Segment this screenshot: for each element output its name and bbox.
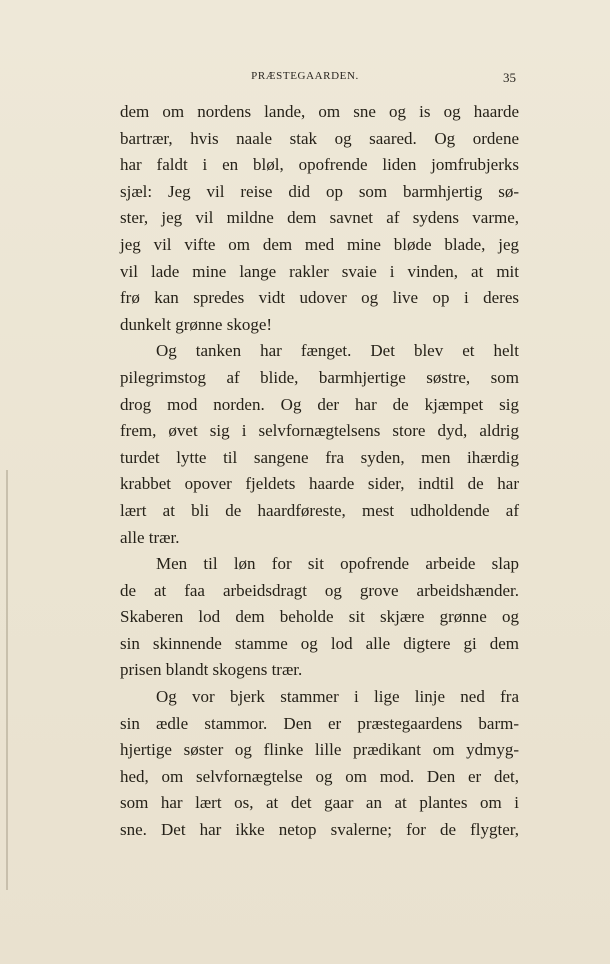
text-line: som har lært os, at det gaar an at plantes om i: [120, 793, 519, 813]
text-line: drog mod norden. Og der har de kjæmpet sig: [120, 394, 519, 414]
text-line: Og tanken har fænget. Det blev et helt: [156, 341, 519, 361]
text-line: sin ædle stammor. Den er præstegaardens barm-: [120, 713, 519, 733]
text-line: jeg vil vifte om dem med mine bløde blade, jeg: [120, 234, 519, 254]
text-line: turdet lytte til sangene fra syden, men ihærdig: [120, 447, 519, 467]
text-line: hed, om selvfornægtelse og om mod. Den er det,: [120, 766, 519, 786]
text-line: alle trær.: [120, 527, 180, 547]
running-head: PRÆSTEGAARDEN.: [251, 70, 359, 82]
text-line: dem om nordens lande, om sne og is og haarde: [120, 102, 519, 121]
text-line: ster, jeg vil mildne dem savnet af sydens varme,: [120, 208, 519, 228]
margin-mark: [6, 470, 8, 890]
page-number: 35: [503, 70, 516, 85]
text-line: sjæl: Jeg vil reise did op som barmhjertig sø-: [120, 181, 519, 201]
text-line: bartrær, hvis naale stak og saared. Og ordene: [120, 128, 519, 148]
text-line: Skaberen lod dem beholde sit skjære grønne og: [120, 607, 519, 627]
body-text: [120, 99, 519, 844]
text-line: har faldt i en bløl, opofrende liden jomfrubjerks: [120, 155, 519, 175]
text-line: frem, øvet sig i selvfornægtelsens store dyd, aldrig: [120, 421, 519, 441]
text-line: prisen blandt skogens trær.: [120, 660, 303, 680]
text-line: sne. Det har ikke netop svalerne; for de flygter,: [120, 820, 519, 840]
text-line: Og vor bjerk stammer i lige linje ned fra: [156, 687, 519, 707]
page-header: [0, 70, 610, 88]
text-line: hjertige søster og flinke lille prædikant om ydmyg-: [120, 740, 519, 760]
text-line: krabbet opover fjeldets haarde sider, indtil de har: [120, 474, 519, 494]
text-line: frø kan spredes vidt udover og live op i deres: [120, 288, 519, 308]
text-line: vil lade mine lange rakler svaie i vinden, at mit: [120, 261, 519, 281]
text-line: dunkelt grønne skoge!: [120, 314, 273, 334]
text-line: Men til løn for sit opofrende arbeide slap: [156, 554, 519, 574]
text-line: sin skinnende stamme og lod alle digtere gi dem: [120, 633, 519, 653]
text-line: lært at bli de haardføreste, mest udholdende af: [120, 500, 519, 520]
text-line: pilegrimstog af blide, barmhjertige søstre, som: [120, 367, 519, 387]
text-line: de at faa arbeidsdragt og grove arbeidshænder.: [120, 580, 519, 600]
